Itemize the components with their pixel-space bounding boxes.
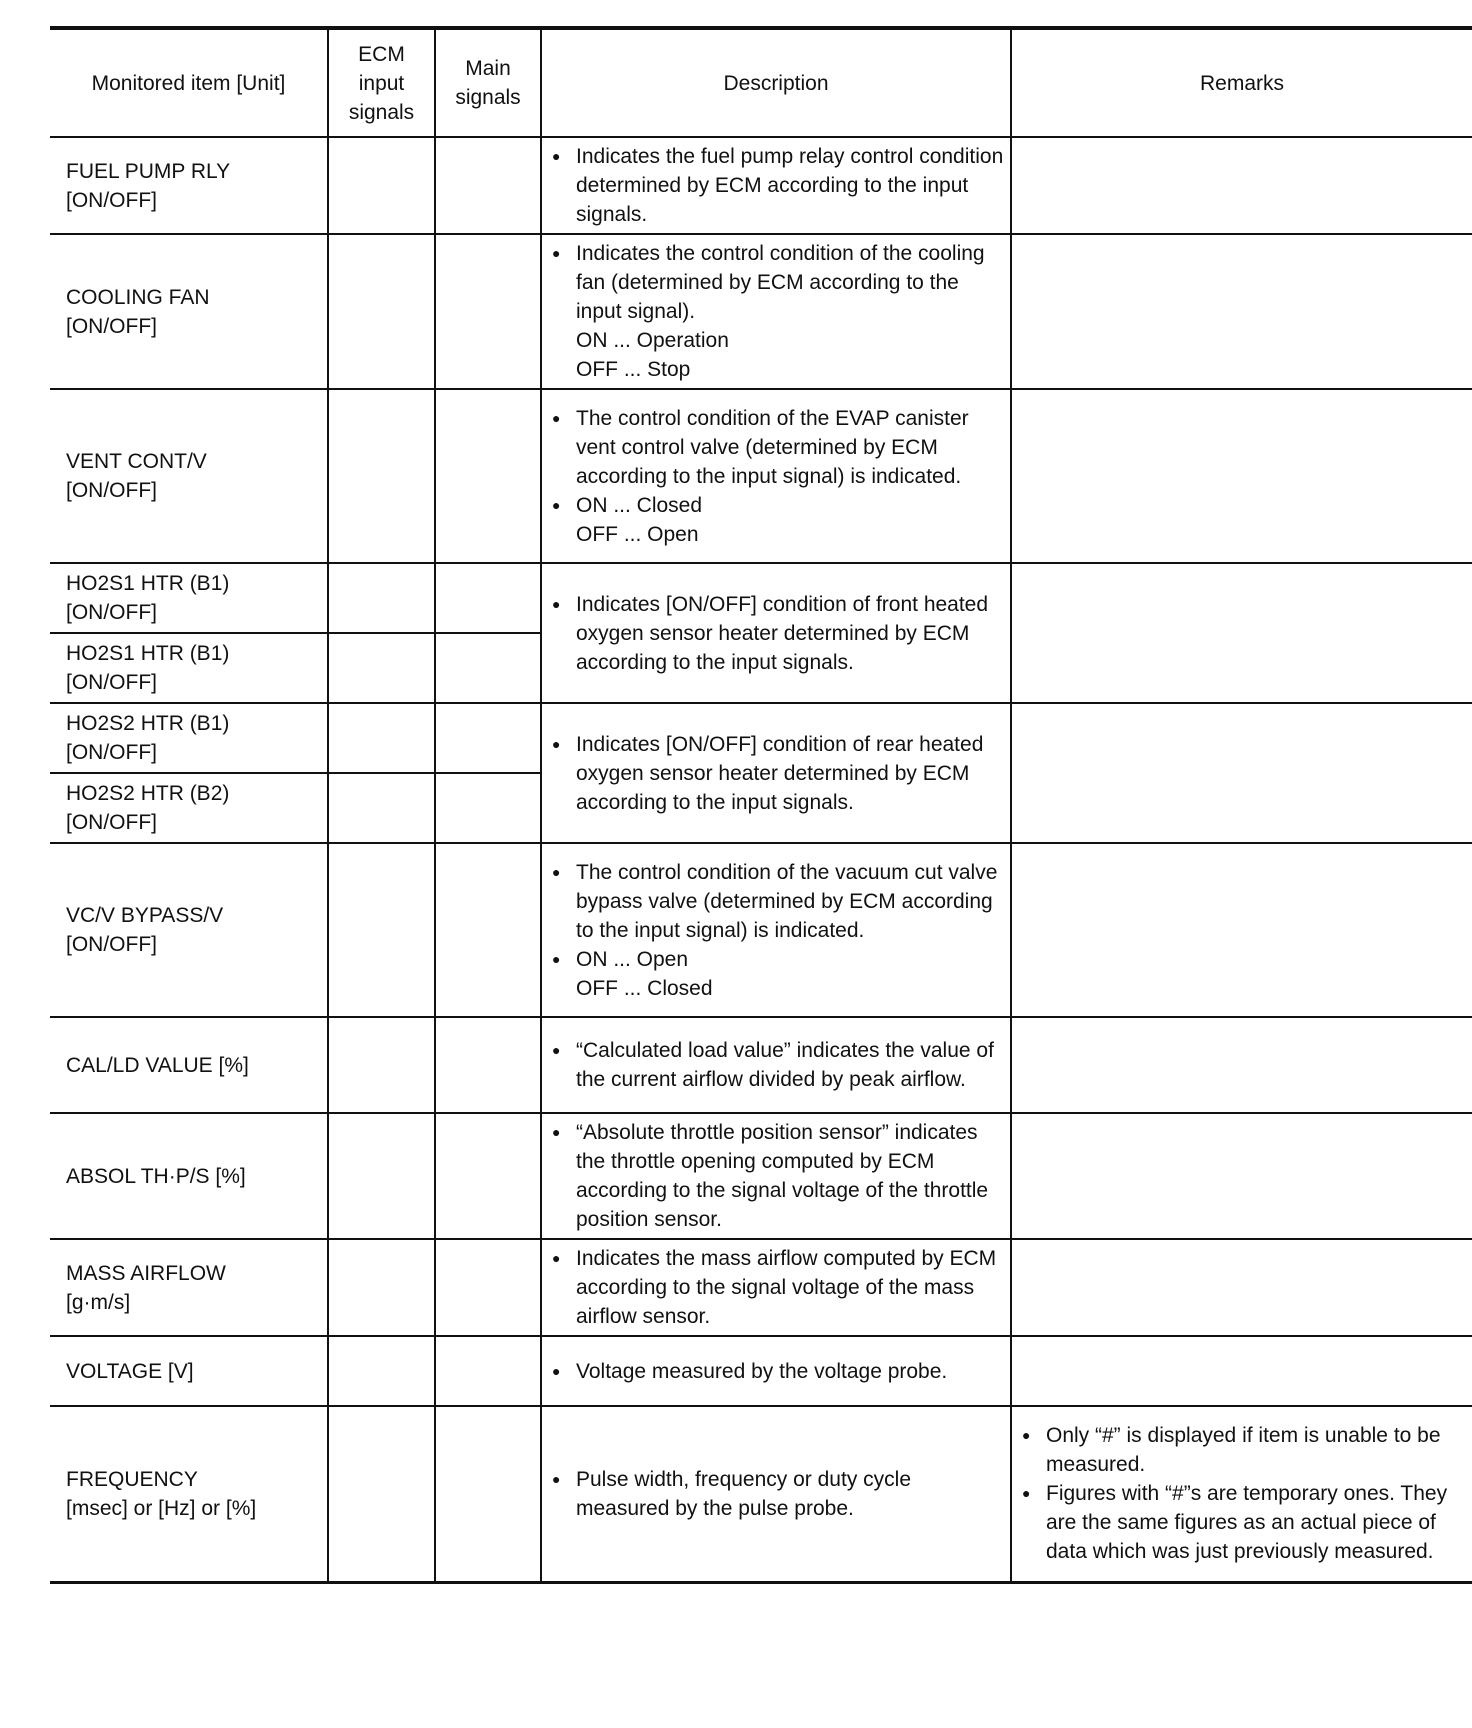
- description-bullet: ● Indicates the fuel pump relay control condition determined by ECM according to the input signals.: [550, 142, 1004, 229]
- header-ecm-input-signals: ECM input signals: [328, 28, 435, 137]
- item-cell: VOLTAGE [V]: [50, 1336, 328, 1406]
- description-bullet: ● Indicates the control condition of the cooling fan (determined by ECM according to the input signal). ON ... Operation OFF ... Stop: [550, 239, 1004, 384]
- description-bullet: ● Pulse width, frequency or duty cycle measured by the pulse probe.: [550, 1465, 1004, 1523]
- table-row: [50, 389, 1472, 563]
- ecm-input-cell: [328, 703, 435, 773]
- description-bullet: ● The control condition of the EVAP canister vent control valve (determined by ECM according to the input signal) is indicated.: [550, 404, 1004, 491]
- description-bullet: ● “Calculated load value” indicates the value of the current airflow divided by peak airflow.: [550, 1036, 1004, 1094]
- remarks-cell: [1011, 1336, 1472, 1406]
- description-cell: [541, 137, 1011, 234]
- ecm-input-cell: [328, 389, 435, 563]
- remarks-cell: [1011, 563, 1472, 703]
- main-signal-cell: [435, 773, 541, 843]
- item-cell: HO2S1 HTR (B1) [ON/OFF]: [50, 633, 328, 703]
- description-cell: [541, 234, 1011, 389]
- item-cell: HO2S1 HTR (B1) [ON/OFF]: [50, 563, 328, 633]
- description-cell: [541, 1336, 1011, 1406]
- monitored-items-table: [50, 26, 1472, 1584]
- remarks-cell: [1011, 234, 1472, 389]
- description-cell: [541, 703, 1011, 843]
- main-signal-cell: [435, 633, 541, 703]
- table-row: [50, 234, 1472, 389]
- main-signal-cell: [435, 1113, 541, 1239]
- main-signal-cell: [435, 389, 541, 563]
- main-signal-cell: [435, 1017, 541, 1113]
- description-cell: [541, 1017, 1011, 1113]
- header-description: Description: [541, 28, 1011, 137]
- item-cell: VENT CONT/V [ON/OFF]: [50, 389, 328, 563]
- main-signal-cell: [435, 1336, 541, 1406]
- ecm-input-cell: [328, 563, 435, 633]
- item-cell: VC/V BYPASS/V [ON/OFF]: [50, 843, 328, 1017]
- remarks-cell: [1011, 703, 1472, 843]
- remarks-bullet: ● Figures with “#”s are temporary ones. They are the same figures as an actual piece of data which was just previously measured.: [1020, 1479, 1466, 1566]
- remarks-cell: [1011, 1017, 1472, 1113]
- description-bullet: ● Indicates the mass airflow computed by ECM according to the signal voltage of the mass airflow sensor.: [550, 1244, 1004, 1331]
- table-row: [50, 1406, 1472, 1582]
- item-cell: FREQUENCY [msec] or [Hz] or [%]: [50, 1406, 328, 1582]
- item-cell: MASS AIRFLOW [g·m/s]: [50, 1239, 328, 1336]
- description-bullet: ● Indicates [ON/OFF] condition of rear heated oxygen sensor heater determined by ECM according to the input signals.: [550, 730, 1004, 817]
- table-row: [50, 1336, 1472, 1406]
- description-bullet: ● Indicates [ON/OFF] condition of front heated oxygen sensor heater determined by ECM according to the input signals.: [550, 590, 1004, 677]
- ecm-input-cell: [328, 1336, 435, 1406]
- remarks-cell: [1011, 389, 1472, 563]
- table-row: [50, 843, 1472, 1017]
- ecm-input-cell: [328, 633, 435, 703]
- description-cell: [541, 1406, 1011, 1582]
- description-bullet: ● Voltage measured by the voltage probe.: [550, 1357, 1004, 1386]
- ecm-input-cell: [328, 137, 435, 234]
- remarks-cell: [1011, 843, 1472, 1017]
- description-bullet: ● ON ... Closed OFF ... Open: [550, 491, 1004, 549]
- table-row: [50, 1017, 1472, 1113]
- table-row: [50, 703, 1472, 773]
- description-bullet: ● ON ... Open OFF ... Closed: [550, 945, 1004, 1003]
- item-cell: COOLING FAN [ON/OFF]: [50, 234, 328, 389]
- main-signal-cell: [435, 137, 541, 234]
- ecm-input-cell: [328, 773, 435, 843]
- table-row: [50, 563, 1472, 633]
- table-row: [50, 1239, 1472, 1336]
- table-row: [50, 137, 1472, 234]
- ecm-input-cell: [328, 1239, 435, 1336]
- item-cell: ABSOL TH·P/S [%]: [50, 1113, 328, 1239]
- main-signal-cell: [435, 563, 541, 633]
- item-cell: CAL/LD VALUE [%]: [50, 1017, 328, 1113]
- ecm-input-cell: [328, 1406, 435, 1582]
- item-cell: HO2S2 HTR (B2) [ON/OFF]: [50, 773, 328, 843]
- main-signal-cell: [435, 1406, 541, 1582]
- remarks-cell: [1011, 1406, 1472, 1582]
- description-cell: [541, 1239, 1011, 1336]
- remarks-cell: [1011, 1113, 1472, 1239]
- header-row: [50, 28, 1472, 137]
- item-cell: FUEL PUMP RLY [ON/OFF]: [50, 137, 328, 234]
- ecm-input-cell: [328, 843, 435, 1017]
- main-signal-cell: [435, 234, 541, 389]
- remarks-bullet: ● Only “#” is displayed if item is unable to be measured.: [1020, 1421, 1466, 1479]
- header-remarks: Remarks: [1011, 28, 1472, 137]
- remarks-cell: [1011, 137, 1472, 234]
- header-main-signals: Main signals: [435, 28, 541, 137]
- remarks-cell: [1011, 1239, 1472, 1336]
- description-bullet: ● The control condition of the vacuum cut valve bypass valve (determined by ECM according to the input signal) is indicated.: [550, 858, 1004, 945]
- table-row: [50, 1113, 1472, 1239]
- description-cell: [541, 389, 1011, 563]
- description-cell: [541, 563, 1011, 703]
- ecm-input-cell: [328, 234, 435, 389]
- ecm-input-cell: [328, 1113, 435, 1239]
- description-bullet: ● “Absolute throttle position sensor” indicates the throttle opening computed by ECM according to the signal voltage of the throttle position sensor.: [550, 1118, 1004, 1234]
- main-signal-cell: [435, 843, 541, 1017]
- description-cell: [541, 843, 1011, 1017]
- ecm-input-cell: [328, 1017, 435, 1113]
- description-cell: [541, 1113, 1011, 1239]
- item-cell: HO2S2 HTR (B1) [ON/OFF]: [50, 703, 328, 773]
- main-signal-cell: [435, 703, 541, 773]
- main-signal-cell: [435, 1239, 541, 1336]
- header-monitored-item: Monitored item [Unit]: [50, 28, 328, 137]
